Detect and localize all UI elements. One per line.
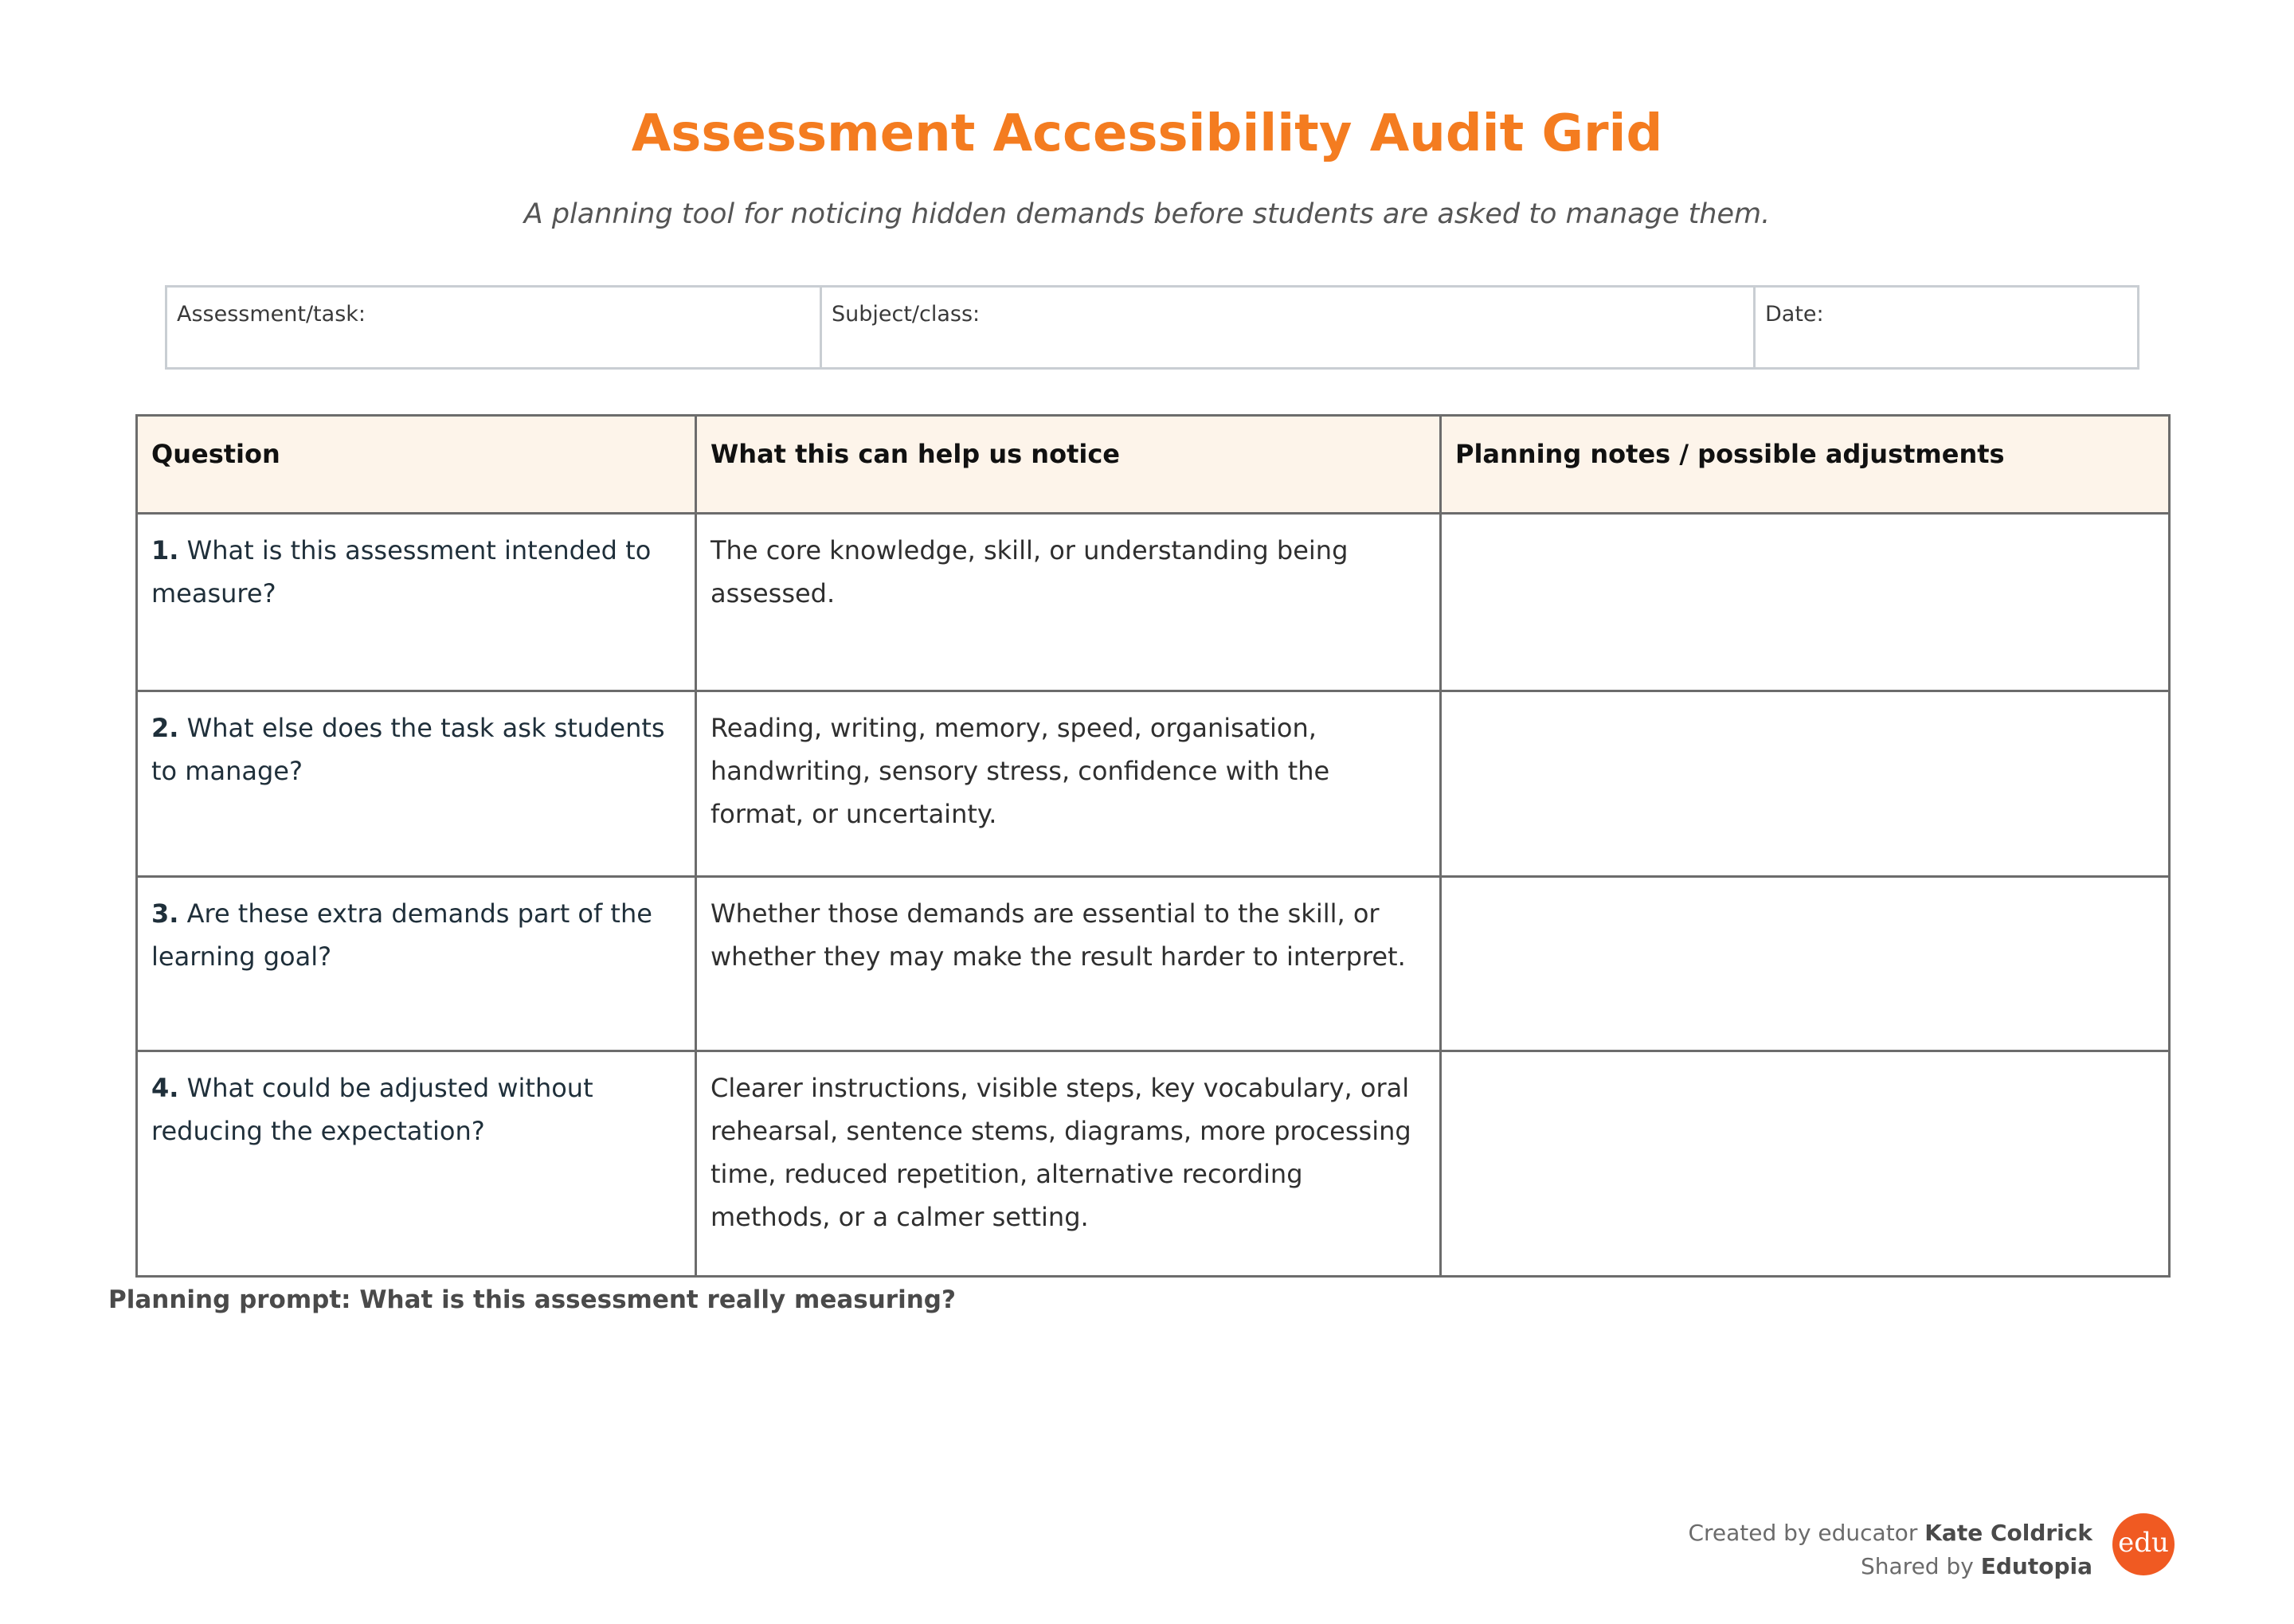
- document-title: Assessment Accessibility Audit Grid: [631, 104, 1663, 163]
- question-number: 4.: [151, 1073, 179, 1103]
- planning-notes-cell[interactable]: [1441, 514, 2170, 691]
- subject-class-label: Subject/class:: [832, 302, 981, 327]
- question-number: 2.: [151, 713, 179, 743]
- assessment-task-field[interactable]: [166, 287, 821, 369]
- meta-fields-table: [165, 285, 2139, 370]
- question-cell: [137, 514, 696, 691]
- assessment-task-label: Assessment/task:: [177, 302, 366, 327]
- audit-grid: [135, 414, 2171, 1278]
- question-text: What is this assessment intended to measure?: [151, 535, 652, 609]
- shared-by-line: [1688, 1550, 2092, 1583]
- planning-prompt: Planning prompt: What is this assessment really measuring?: [108, 1286, 956, 1314]
- document-subtitle: A planning tool for noticing hidden demands before students are asked to manage them.: [523, 198, 1771, 230]
- edutopia-logo-icon: edu: [2112, 1513, 2175, 1575]
- question-cell: [137, 691, 696, 877]
- notice-cell: The core knowledge, skill, or understanding being assessed.: [696, 514, 1441, 691]
- date-label: Date:: [1765, 302, 1824, 327]
- table-row: [137, 514, 2170, 691]
- subject-class-field[interactable]: [821, 287, 1755, 369]
- question-cell: [137, 877, 696, 1051]
- table-row: [137, 691, 2170, 877]
- question-text: What could be adjusted without reducing the expectation?: [151, 1073, 593, 1146]
- grid-header-row: [137, 416, 2170, 514]
- question-cell: [137, 1051, 696, 1277]
- question-text: Are these extra demands part of the learning goal?: [151, 898, 652, 972]
- date-field[interactable]: [1755, 287, 2139, 369]
- table-row: [137, 1051, 2170, 1277]
- created-prefix: Created by educator: [1688, 1520, 1918, 1546]
- planning-notes-cell[interactable]: [1441, 877, 2170, 1051]
- question-number: 1.: [151, 535, 179, 565]
- planning-notes-cell[interactable]: [1441, 691, 2170, 877]
- notice-cell: Reading, writing, memory, speed, organisation, handwriting, sensory stress, confidence with the format, or uncertainty.: [696, 691, 1441, 877]
- table-row: [137, 877, 2170, 1051]
- credits: [1688, 1516, 2092, 1583]
- header-question: Question: [137, 416, 696, 514]
- shared-prefix: Shared by: [1861, 1553, 1974, 1579]
- author-name: Kate Coldrick: [1924, 1520, 2092, 1546]
- notice-cell: Clearer instructions, visible steps, key vocabulary, oral rehearsal, sentence stems, diagrams, more processing time, reduced repetition, alternative recording methods, or a calmer setting.: [696, 1051, 1441, 1277]
- question-number: 3.: [151, 898, 179, 929]
- header-notice: What this can help us notice: [696, 416, 1441, 514]
- planning-notes-cell[interactable]: [1441, 1051, 2170, 1277]
- header-planning-notes: Planning notes / possible adjustments: [1441, 416, 2170, 514]
- question-text: What else does the task ask students to manage?: [151, 713, 665, 786]
- created-by-line: [1688, 1516, 2092, 1550]
- publisher-name: Edutopia: [1980, 1553, 2092, 1579]
- notice-cell: Whether those demands are essential to the skill, or whether they may make the result harder to interpret.: [696, 877, 1441, 1051]
